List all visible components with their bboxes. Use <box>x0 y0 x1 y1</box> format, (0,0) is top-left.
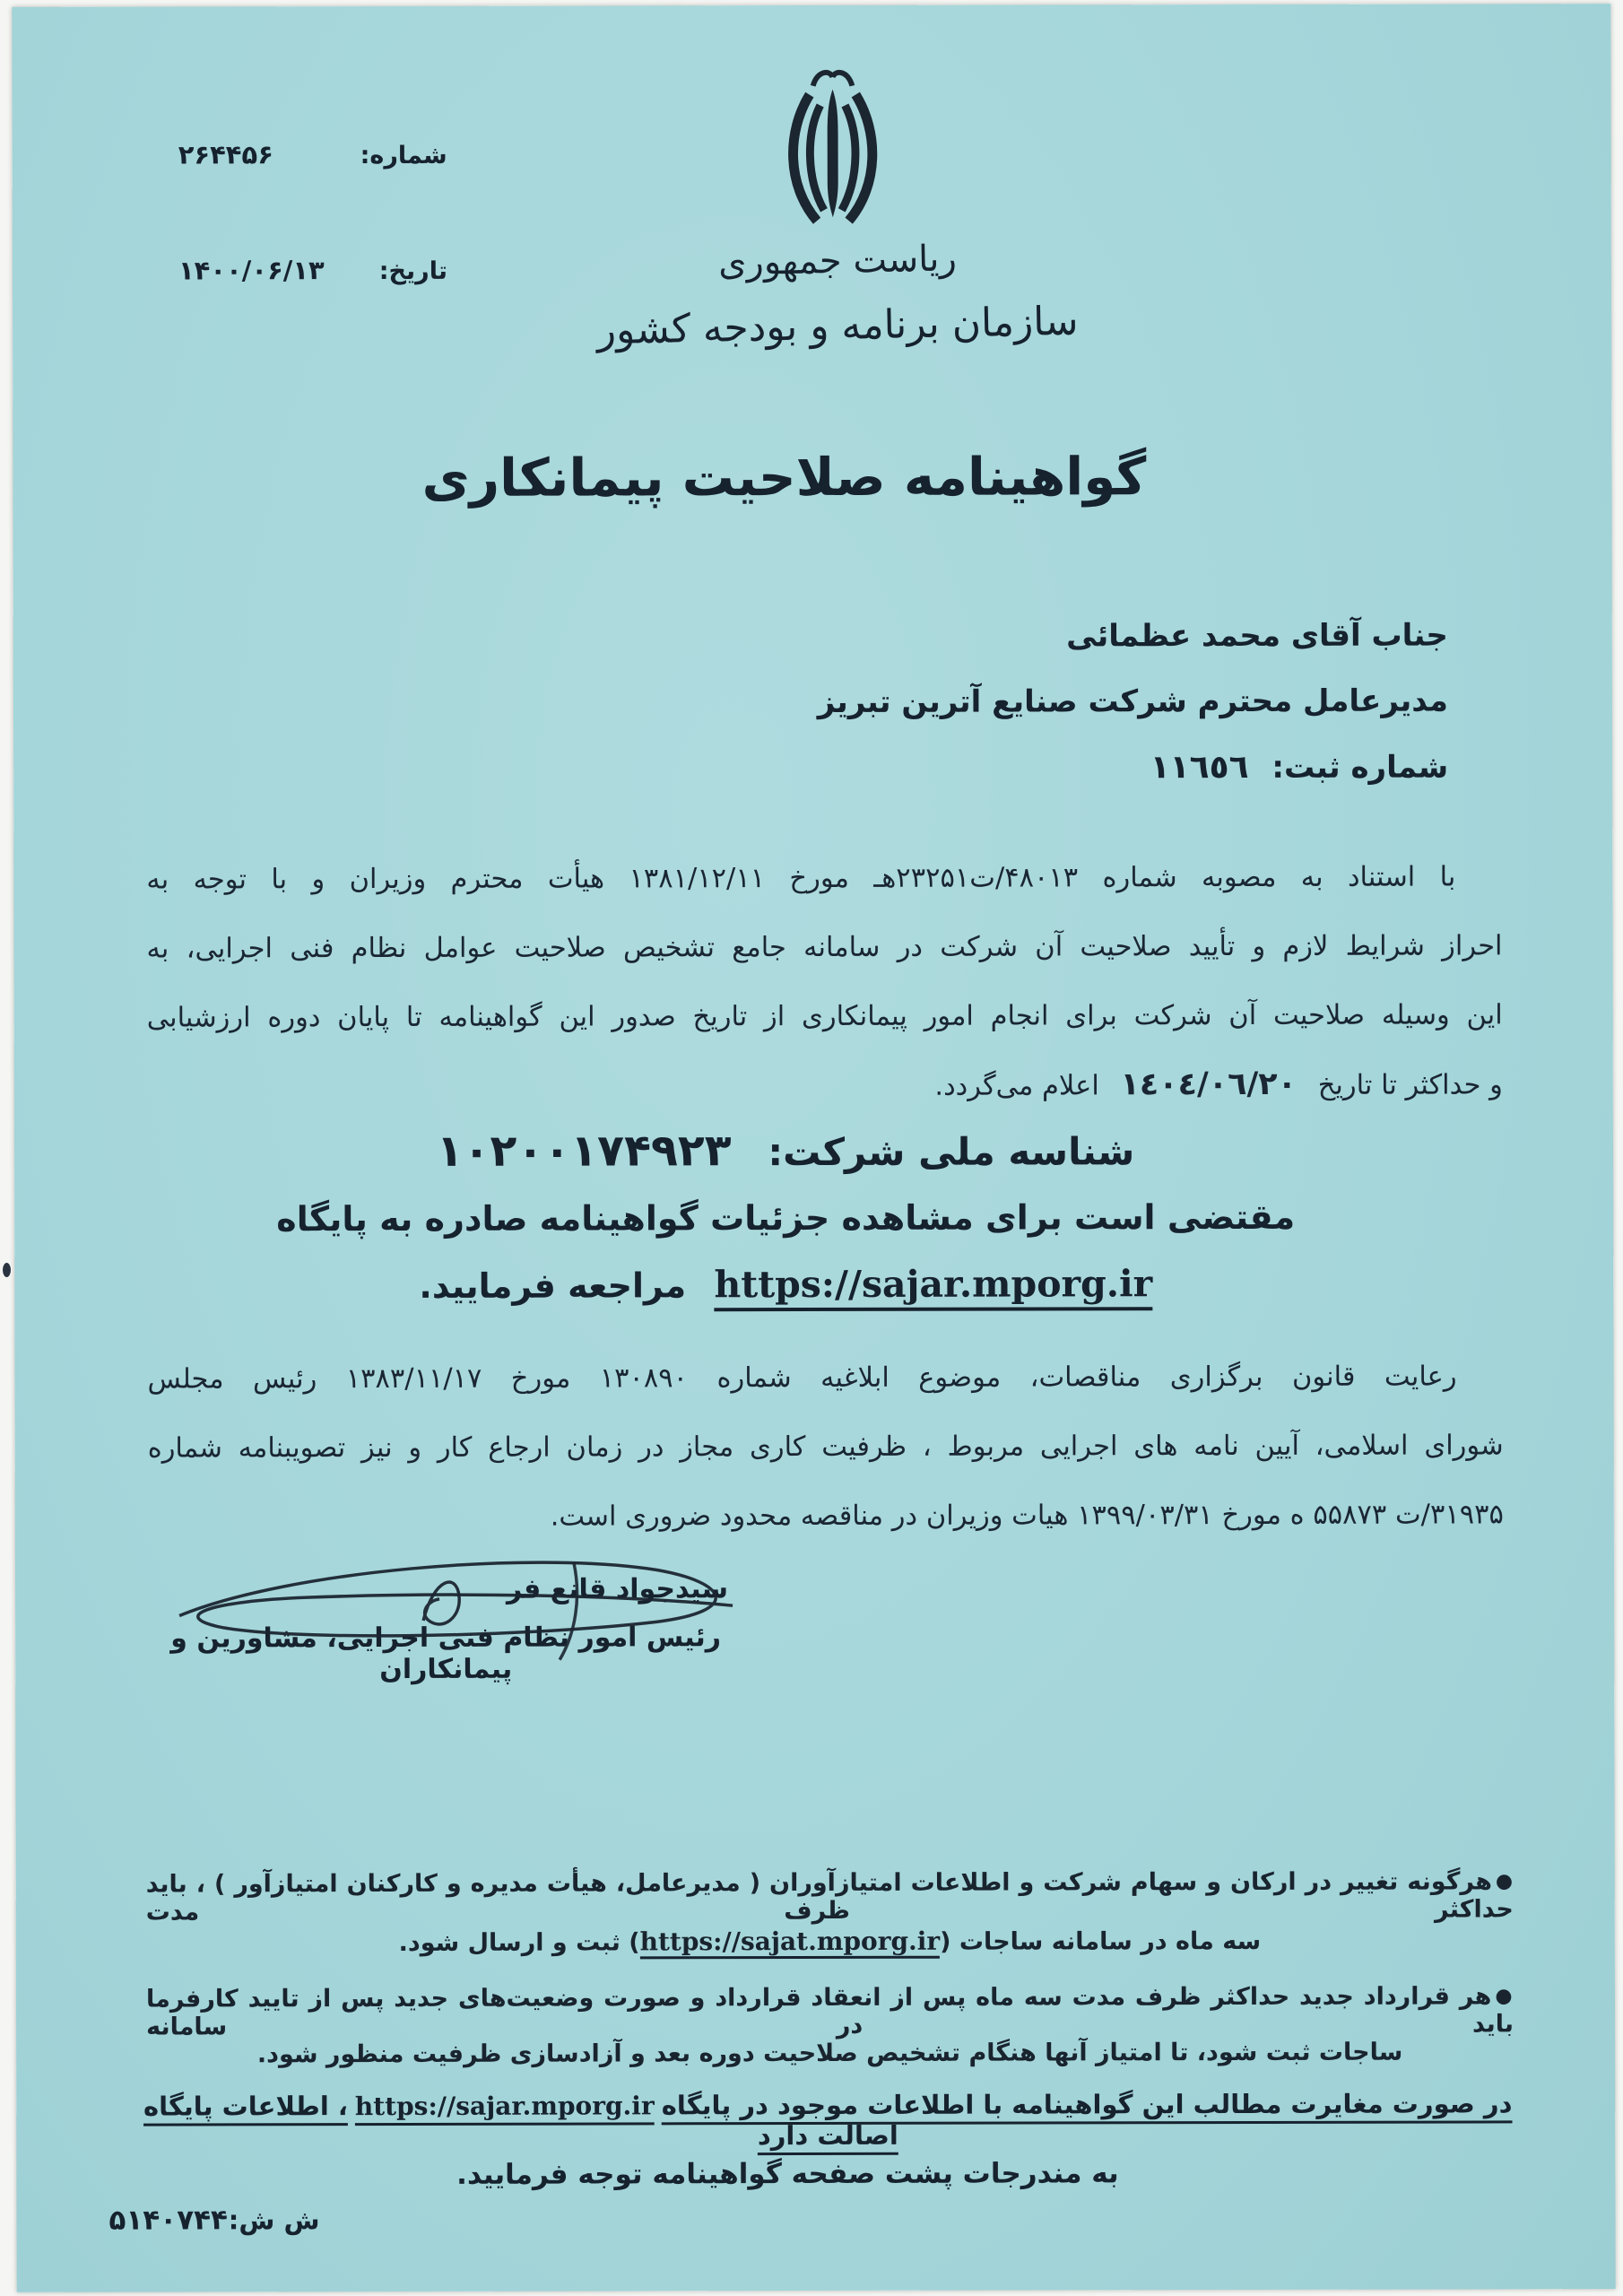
footnote2-line2: ساجات ثبت شود، تا امتیاز آنها هنگام تشخیص صلاحیت دوره بعد و آزادسازی ظرفیت منظور شود. <box>256 2038 1403 2069</box>
footnote1-line2 <box>146 1925 1514 1957</box>
back-page-note: به مندرجات پشت صفحه گواهینامه توجه فرمایید. <box>456 2157 1119 2191</box>
letter-number-label: شماره: <box>360 141 447 170</box>
letter-date-label: تاریخ: <box>378 257 447 286</box>
expiry-suffix: اعلام می‌گردد. <box>934 1070 1099 1102</box>
sajat-url: https://sajat.mporg.ir <box>640 1926 941 1960</box>
footnote2-line1 <box>146 1982 1514 2040</box>
paragraph1-line1: با استناد به مصوبه شماره ۴۸۰۱۳/ت۲۳۲۵۱هـ مورخ ۱۳۸۱/۱۲/۱۱ هیأت محترم وزیران و با توجه به <box>146 861 1456 896</box>
scan-speck <box>3 1263 11 1277</box>
footnote1-text2-prefix: سه ماه در سامانه ساجات ( <box>940 1926 1262 1956</box>
letterhead-meta <box>178 139 447 286</box>
expiry-date: ١٤٠٤/٠٦/٢٠ <box>1120 1065 1298 1103</box>
footnote1-text1: هرگونه تغییر در ارکان و سهام شرکت و اطلاعات امتیازآوران ( مدیرعامل، هیأت مدیره و کارکنان امتیازآور ) ، باید حداکثر ظرف مدت <box>145 1867 1514 1926</box>
bullet-icon: ● <box>1495 1870 1514 1893</box>
registration-value: ١١٦٥٦ <box>1150 748 1249 787</box>
iran-national-emblem-icon <box>751 65 913 242</box>
registration-label: شماره ثبت: <box>1271 749 1449 786</box>
main-paragraph <box>146 842 1503 1122</box>
letter-number-value: ۲۶۴۴۵۶ <box>178 139 273 170</box>
org-name-line2: سازمان برنامه و بودجه کشور <box>596 298 1079 354</box>
addressee-block <box>641 604 1448 803</box>
registration-number-line <box>641 735 1448 803</box>
company-national-id-line <box>100 1123 1471 1177</box>
warning-suffix: ، اطلاعات پایگاه اصالت دارد <box>143 2091 898 2152</box>
portal-note-suffix: مراجعه فرمایید. <box>419 1265 687 1306</box>
signer-title: رئیس امور نظام فنی اجرایی، مشاورین و پیمانکاران <box>170 1622 722 1686</box>
paragraph2-line2: شورای اسلامی، آیین نامه های اجرایی مربوط ، ظرفیت کاری مجاز در زمان ارجاع کار و نیز تصویبنامه شماره <box>147 1430 1504 1465</box>
sajar-url-warning: https://sajar.mporg.ir <box>354 2091 655 2122</box>
authenticity-warning-line <box>115 2088 1541 2152</box>
footnote1-line1 <box>146 1867 1514 1926</box>
addressee-name: جناب آقای محمد عظمائی <box>1066 617 1448 655</box>
portal-note-line2 <box>100 1261 1471 1307</box>
addressee-role: مدیرعامل محترم شرکت صنایع آترین تبریز <box>817 683 1448 720</box>
letter-date-value: ۱۴۰۰/۰۶/۱۳ <box>178 255 325 286</box>
company-id-label: شناسه ملی شرکت: <box>768 1129 1135 1175</box>
serial-value: ۵۱۴۰۷۴۴ <box>108 2204 228 2237</box>
paragraph2-line3: ۳۱۹۳۵/ت ۵۵۸۷۳ ه مورخ ۱۳۹۹/۰۳/۳۱ هیات وزیران در مناقصه محدود ضروری است. <box>550 1499 1504 1533</box>
tender-law-paragraph <box>147 1342 1503 1552</box>
serial-label: ش ش: <box>228 2205 320 2236</box>
bullet-icon: ● <box>1495 1985 1515 2008</box>
warning-prefix: در صورت مغایرت مطالب این گواهینامه با اطلاعات موجود در پایگاه <box>661 2088 1513 2121</box>
serial-number-line <box>108 2204 319 2236</box>
letter-number-row <box>178 139 447 170</box>
company-id-value: ۱۰۲۰۰۱۷۴۹۲۳ <box>436 1125 732 1177</box>
org-name-line1: ریاست جمهوری <box>717 238 958 284</box>
footnote2-text1: هر قرارداد جدید حداکثر ظرف مدت سه ماه پس از انعقاد قرارداد و صورت وضعیت‌های جدید پس از تایید کارفرما باید در سامانه <box>145 1982 1515 2041</box>
sajar-url: https://sajar.mporg.ir <box>714 1262 1152 1311</box>
paragraph1-line2: احراز شرایط لازم و تأیید صلاحیت آن شرکت در سامانه جامع تشخیص صلاحیت عوامل نظام فنی اجرایی، به <box>146 930 1503 965</box>
certificate-title: گواهینامه صلاحیت پیمانکاری <box>421 446 1147 509</box>
paragraph2-line1: رعایت قانون برگزاری مناقصات، موضوع ابلاغیه شماره ۱۳۰۸۹۰ مورخ ۱۳۸۳/۱۱/۱۷ رئیس مجلس <box>147 1361 1457 1396</box>
paragraph1-line3: این وسیله صلاحیت آن شرکت برای انجام امور پیمانکاری از تاریخ صدور این گواهینامه تا پایان دوره ارزشیابی <box>146 999 1503 1034</box>
portal-note-line1: مقتضی است برای مشاهده جزئیات گواهینامه صادره به پایگاه <box>276 1196 1296 1239</box>
signer-name: سیدجواد قانع فر <box>506 1573 729 1605</box>
letter-date-row <box>178 255 447 286</box>
certificate-paper <box>12 4 1615 2292</box>
footnote1-text2-suffix: ) ثبت و ارسال شود. <box>398 1928 640 1957</box>
expiry-prefix: و حداکثر تا تاریخ <box>1317 1069 1503 1101</box>
paragraph1-line4 <box>147 1049 1503 1122</box>
